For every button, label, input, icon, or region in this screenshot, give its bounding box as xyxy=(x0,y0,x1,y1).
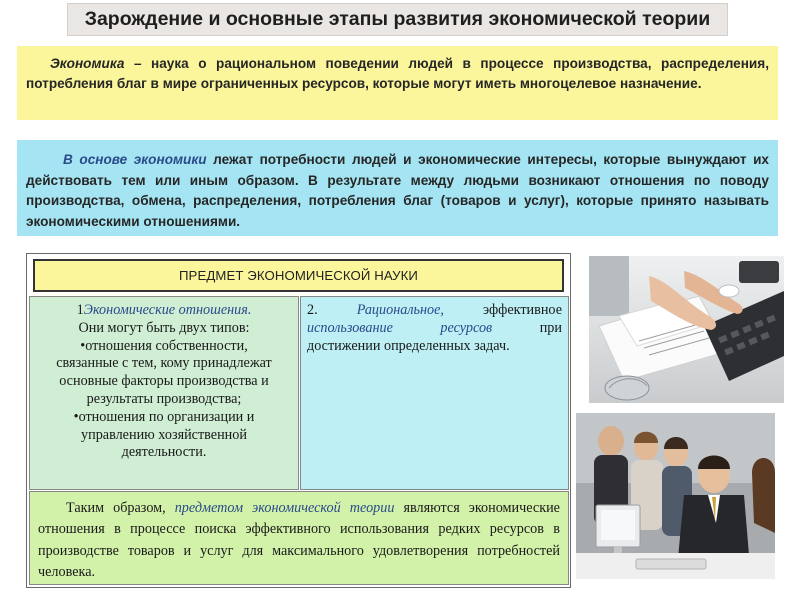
right-line: использование ресурсов при xyxy=(307,319,562,336)
subject-conclusion: Таким образом, предметом экономической теории являются экономические отношения в процессе поиска эффективного использования редких ресурсов в производстве товаров и услуг для максимального удовлетворения потребностей человека. xyxy=(29,491,569,585)
left-line: связанные с тем, кому принадлежат xyxy=(56,355,272,372)
left-line: управлению хозяйственной xyxy=(81,426,247,443)
subject-header xyxy=(33,259,564,292)
definition-text: – наука о рациональном поведении людей в процессе производства, распределения, потребления благ в мире ограниченных ресурсов, которые могут иметь многоцелевое назначение. xyxy=(26,56,769,91)
right-line: достижении определенных задач. xyxy=(307,337,510,354)
business-team-photo xyxy=(576,413,775,579)
subject-column-rational-use xyxy=(300,296,569,490)
left-line: основные факторы производства и xyxy=(59,373,269,390)
economics-definition xyxy=(17,46,778,120)
office-desk-illustration xyxy=(589,256,784,403)
right-column-title: 2. Рациональное, эффективное xyxy=(307,302,562,318)
left-line: деятельности. xyxy=(121,444,207,461)
office-desk-photo xyxy=(589,256,784,403)
basis-term: В основе экономики xyxy=(63,152,207,167)
left-line: •отношения собственности, xyxy=(80,337,248,354)
business-team-illustration xyxy=(576,413,775,579)
title-bar xyxy=(67,3,728,36)
definition-term: Экономика xyxy=(50,56,125,71)
left-line: результаты производства; xyxy=(86,390,242,407)
left-column-title: 1Экономические отношения. xyxy=(76,302,252,318)
basis-text: лежат потребности людей и экономические интересы, которые вынуждают их действовать тем или иным образом. В результате между людьми возникают отношения по поводу производства, обмена, распределения, потребления благ (товаров и услуг), которые принято называть экономическими отношениями. xyxy=(26,152,769,229)
page-title: Зарождение и основные этапы развития экономической теории xyxy=(84,8,711,30)
left-line: Они могут быть двух типов: xyxy=(78,319,250,336)
subject-header-text: ПРЕДМЕТ ЭКОНОМИЧЕСКОЙ НАУКИ xyxy=(178,268,419,283)
subject-table xyxy=(26,253,571,588)
left-line: •отношения по организации и xyxy=(73,408,255,425)
economics-basis xyxy=(17,140,778,236)
subject-column-economic-relations xyxy=(29,296,299,490)
